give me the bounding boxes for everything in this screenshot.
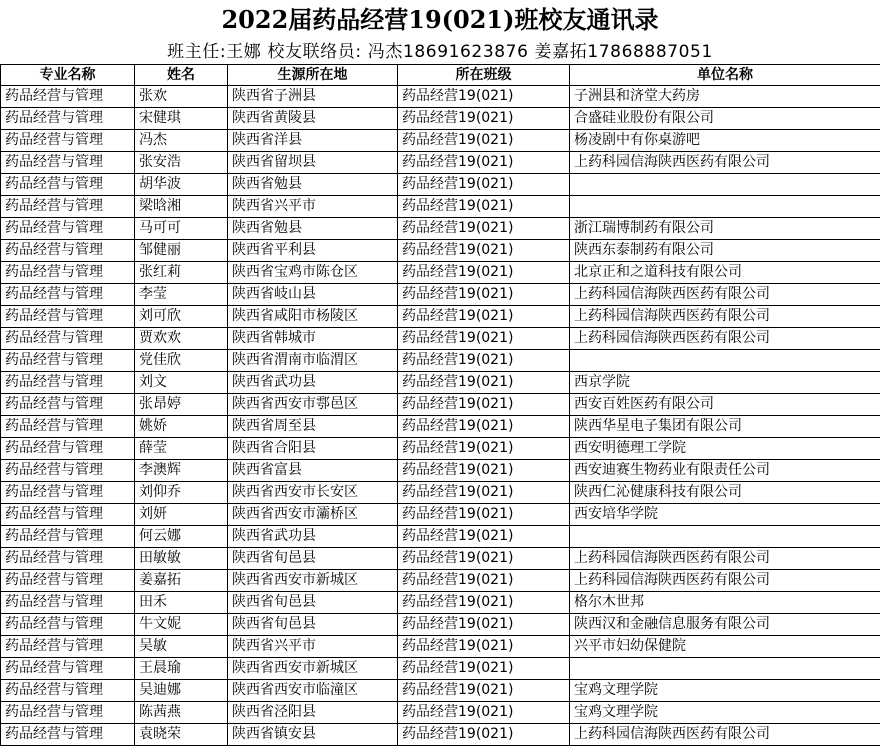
cell-class[interactable]: 药品经营19(021) [398, 724, 570, 746]
cell-class[interactable]: 药品经营19(021) [398, 460, 570, 482]
cell-name[interactable]: 宋健琪 [135, 108, 228, 130]
column-header-origin[interactable]: 生源所在地 [228, 65, 398, 86]
table-row [1, 614, 880, 636]
cell-name[interactable]: 李澳辉 [135, 460, 228, 482]
cell-major[interactable]: 药品经营与管理 [1, 240, 135, 262]
cell-class[interactable]: 药品经营19(021) [398, 702, 570, 724]
cell-origin[interactable]: 陕西省旬邑县 [228, 614, 398, 636]
cell-class[interactable]: 药品经营19(021) [398, 86, 570, 108]
cell-name[interactable]: 张欢 [135, 86, 228, 108]
cell-major[interactable]: 药品经营与管理 [1, 152, 135, 174]
page-title: 2022届药品经营19(021)班校友通讯录 [221, 5, 659, 34]
cell-origin[interactable]: 陕西省武功县 [228, 526, 398, 548]
cell-class[interactable]: 药品经营19(021) [398, 328, 570, 350]
cell-origin[interactable]: 陕西省周至县 [228, 416, 398, 438]
cell-origin[interactable]: 陕西省富县 [228, 460, 398, 482]
table-row [1, 702, 880, 724]
cell-major[interactable]: 药品经营与管理 [1, 504, 135, 526]
cell-major[interactable]: 药品经营与管理 [1, 328, 135, 350]
cell-class[interactable]: 药品经营19(021) [398, 306, 570, 328]
cell-origin[interactable]: 陕西省西安市临潼区 [228, 680, 398, 702]
cell-class[interactable]: 药品经营19(021) [398, 196, 570, 218]
cell-class[interactable]: 药品经营19(021) [398, 482, 570, 504]
table-row [1, 570, 880, 592]
cell-name[interactable]: 薛莹 [135, 438, 228, 460]
cell-employer[interactable]: 上药科园信海陕西医药有限公司 [570, 152, 880, 174]
table-row [1, 86, 880, 108]
cell-name[interactable]: 刘文 [135, 372, 228, 394]
cell-name[interactable]: 姜嘉拓 [135, 570, 228, 592]
table-row [1, 350, 880, 372]
cell-class[interactable]: 药品经营19(021) [398, 548, 570, 570]
cell-origin[interactable]: 陕西省西安市新城区 [228, 658, 398, 680]
cell-employer[interactable]: 陕西东泰制药有限公司 [570, 240, 880, 262]
table-row [1, 504, 880, 526]
cell-major[interactable]: 药品经营与管理 [1, 548, 135, 570]
column-header-major[interactable]: 专业名称 [1, 65, 135, 86]
cell-employer[interactable] [570, 174, 880, 196]
table-row [1, 438, 880, 460]
cell-employer[interactable]: 上药科园信海陕西医药有限公司 [570, 306, 880, 328]
cell-employer[interactable]: 格尔木世邦 [570, 592, 880, 614]
cell-class[interactable]: 药品经营19(021) [398, 658, 570, 680]
cell-employer[interactable]: 浙江瑞博制药有限公司 [570, 218, 880, 240]
cell-employer[interactable]: 陕西仁沁健康科技有限公司 [570, 482, 880, 504]
cell-major[interactable]: 药品经营与管理 [1, 592, 135, 614]
cell-name[interactable]: 刘妍 [135, 504, 228, 526]
cell-origin[interactable]: 陕西省西安市鄠邑区 [228, 394, 398, 416]
cell-class[interactable]: 药品经营19(021) [398, 174, 570, 196]
table-row [1, 174, 880, 196]
table-row [1, 416, 880, 438]
table-row [1, 196, 880, 218]
table-row [1, 284, 880, 306]
cell-employer[interactable]: 陕西汉和金融信息服务有限公司 [570, 614, 880, 636]
cell-name[interactable]: 党佳欣 [135, 350, 228, 372]
cell-employer[interactable] [570, 196, 880, 218]
cell-major[interactable]: 药品经营与管理 [1, 482, 135, 504]
cell-employer[interactable]: 上药科园信海陕西医药有限公司 [570, 724, 880, 746]
cell-class[interactable]: 药品经营19(021) [398, 152, 570, 174]
cell-major[interactable]: 药品经营与管理 [1, 570, 135, 592]
cell-name[interactable]: 张昂婷 [135, 394, 228, 416]
cell-name[interactable]: 田敏敏 [135, 548, 228, 570]
cell-class[interactable]: 药品经营19(021) [398, 350, 570, 372]
alumni-table [0, 64, 880, 746]
cell-major[interactable]: 药品经营与管理 [1, 438, 135, 460]
cell-name[interactable]: 何云娜 [135, 526, 228, 548]
cell-major[interactable]: 药品经营与管理 [1, 372, 135, 394]
cell-origin[interactable]: 陕西省宝鸡市陈仓区 [228, 262, 398, 284]
cell-major[interactable]: 药品经营与管理 [1, 174, 135, 196]
cell-origin[interactable]: 陕西省韩城市 [228, 328, 398, 350]
cell-major[interactable]: 药品经营与管理 [1, 460, 135, 482]
column-header-class[interactable]: 所在班级 [398, 65, 570, 86]
cell-employer[interactable]: 合盛硅业股份有限公司 [570, 108, 880, 130]
cell-major[interactable]: 药品经营与管理 [1, 680, 135, 702]
cell-origin[interactable]: 陕西省勉县 [228, 174, 398, 196]
cell-class[interactable]: 药品经营19(021) [398, 108, 570, 130]
cell-class[interactable]: 药品经营19(021) [398, 526, 570, 548]
cell-name[interactable]: 贾欢欢 [135, 328, 228, 350]
cell-employer[interactable]: 上药科园信海陕西医药有限公司 [570, 328, 880, 350]
cell-origin[interactable]: 陕西省旬邑县 [228, 592, 398, 614]
table-row [1, 724, 880, 746]
cell-name[interactable]: 马可可 [135, 218, 228, 240]
column-header-employer[interactable]: 单位名称 [570, 65, 880, 86]
cell-major[interactable]: 药品经营与管理 [1, 108, 135, 130]
cell-name[interactable]: 吴迪娜 [135, 680, 228, 702]
cell-origin[interactable]: 陕西省泾阳县 [228, 702, 398, 724]
cell-employer[interactable]: 杨凌剧中有你桌游吧 [570, 130, 880, 152]
cell-class[interactable]: 药品经营19(021) [398, 680, 570, 702]
cell-employer[interactable]: 宝鸡文理学院 [570, 702, 880, 724]
table-row [1, 680, 880, 702]
table-row [1, 240, 880, 262]
cell-class[interactable]: 药品经营19(021) [398, 130, 570, 152]
cell-origin[interactable]: 陕西省平利县 [228, 240, 398, 262]
cell-origin[interactable]: 陕西省渭南市临渭区 [228, 350, 398, 372]
cell-name[interactable]: 胡华波 [135, 174, 228, 196]
cell-major[interactable]: 药品经营与管理 [1, 702, 135, 724]
cell-origin[interactable]: 陕西省镇安县 [228, 724, 398, 746]
table-body [1, 86, 880, 746]
cell-major[interactable]: 药品经营与管理 [1, 262, 135, 284]
table-row [1, 482, 880, 504]
cell-origin[interactable]: 陕西省勉县 [228, 218, 398, 240]
table-row [1, 262, 880, 284]
table-row [1, 526, 880, 548]
cell-class[interactable]: 药品经营19(021) [398, 592, 570, 614]
cell-employer[interactable]: 宝鸡文理学院 [570, 680, 880, 702]
cell-class[interactable]: 药品经营19(021) [398, 240, 570, 262]
cell-name[interactable]: 吴敏 [135, 636, 228, 658]
contact-subtitle: 班主任:王娜 校友联络员: 冯杰18691623876 姜嘉拓17868887051 [167, 42, 713, 62]
cell-class[interactable]: 药品经营19(021) [398, 570, 570, 592]
cell-employer[interactable] [570, 658, 880, 680]
cell-name[interactable]: 邹健丽 [135, 240, 228, 262]
table-row [1, 636, 880, 658]
cell-employer[interactable]: 西京学院 [570, 372, 880, 394]
cell-employer[interactable]: 上药科园信海陕西医药有限公司 [570, 284, 880, 306]
cell-name[interactable]: 牛文妮 [135, 614, 228, 636]
cell-major[interactable]: 药品经营与管理 [1, 306, 135, 328]
table-row [1, 658, 880, 680]
cell-name[interactable]: 袁晓荣 [135, 724, 228, 746]
cell-class[interactable]: 药品经营19(021) [398, 438, 570, 460]
cell-major[interactable]: 药品经营与管理 [1, 86, 135, 108]
cell-name[interactable]: 张红莉 [135, 262, 228, 284]
cell-major[interactable]: 药品经营与管理 [1, 130, 135, 152]
table-row [1, 306, 880, 328]
cell-class[interactable]: 药品经营19(021) [398, 416, 570, 438]
cell-employer[interactable]: 兴平市妇幼保健院 [570, 636, 880, 658]
table-row [1, 108, 880, 130]
cell-origin[interactable]: 陕西省旬邑县 [228, 548, 398, 570]
cell-name[interactable]: 王晨瑜 [135, 658, 228, 680]
cell-name[interactable]: 姚娇 [135, 416, 228, 438]
cell-employer[interactable]: 西安百姓医药有限公司 [570, 394, 880, 416]
cell-major[interactable]: 药品经营与管理 [1, 636, 135, 658]
cell-name[interactable]: 田禾 [135, 592, 228, 614]
table-row [1, 218, 880, 240]
cell-origin[interactable]: 陕西省西安市灞桥区 [228, 504, 398, 526]
cell-origin[interactable]: 陕西省咸阳市杨陵区 [228, 306, 398, 328]
cell-employer[interactable]: 西安培华学院 [570, 504, 880, 526]
cell-name[interactable]: 刘仰乔 [135, 482, 228, 504]
cell-origin[interactable]: 陕西省留坝县 [228, 152, 398, 174]
cell-class[interactable]: 药品经营19(021) [398, 218, 570, 240]
cell-employer[interactable] [570, 526, 880, 548]
cell-origin[interactable]: 陕西省黄陵县 [228, 108, 398, 130]
cell-major[interactable]: 药品经营与管理 [1, 196, 135, 218]
cell-name[interactable]: 冯杰 [135, 130, 228, 152]
cell-origin[interactable]: 陕西省西安市长安区 [228, 482, 398, 504]
cell-origin[interactable]: 陕西省兴平市 [228, 196, 398, 218]
cell-name[interactable]: 梁晗湘 [135, 196, 228, 218]
cell-major[interactable]: 药品经营与管理 [1, 614, 135, 636]
cell-name[interactable]: 李莹 [135, 284, 228, 306]
cell-origin[interactable]: 陕西省西安市新城区 [228, 570, 398, 592]
cell-origin[interactable]: 陕西省子洲县 [228, 86, 398, 108]
table-row [1, 130, 880, 152]
table-row [1, 592, 880, 614]
cell-class[interactable]: 药品经营19(021) [398, 372, 570, 394]
cell-major[interactable]: 药品经营与管理 [1, 350, 135, 372]
cell-employer[interactable]: 陕西华星电子集团有限公司 [570, 416, 880, 438]
cell-employer[interactable]: 子洲县和济堂大药房 [570, 86, 880, 108]
table-row [1, 372, 880, 394]
cell-employer[interactable]: 上药科园信海陕西医药有限公司 [570, 570, 880, 592]
cell-major[interactable]: 药品经营与管理 [1, 394, 135, 416]
cell-origin[interactable]: 陕西省岐山县 [228, 284, 398, 306]
cell-employer[interactable]: 西安明德理工学院 [570, 438, 880, 460]
cell-class[interactable]: 药品经营19(021) [398, 284, 570, 306]
cell-name[interactable]: 刘可欣 [135, 306, 228, 328]
cell-class[interactable]: 药品经营19(021) [398, 614, 570, 636]
cell-employer[interactable]: 西安迪赛生物药业有限责任公司 [570, 460, 880, 482]
cell-class[interactable]: 药品经营19(021) [398, 394, 570, 416]
table-row [1, 394, 880, 416]
table-row [1, 460, 880, 482]
cell-major[interactable]: 药品经营与管理 [1, 416, 135, 438]
cell-class[interactable]: 药品经营19(021) [398, 636, 570, 658]
table-row [1, 548, 880, 570]
cell-class[interactable]: 药品经营19(021) [398, 504, 570, 526]
cell-class[interactable]: 药品经营19(021) [398, 262, 570, 284]
cell-name[interactable]: 张安浩 [135, 152, 228, 174]
table-row [1, 328, 880, 350]
cell-origin[interactable]: 陕西省武功县 [228, 372, 398, 394]
cell-major[interactable]: 药品经营与管理 [1, 284, 135, 306]
cell-origin[interactable]: 陕西省合阳县 [228, 438, 398, 460]
cell-employer[interactable] [570, 350, 880, 372]
cell-name[interactable]: 陈茜燕 [135, 702, 228, 724]
cell-major[interactable]: 药品经营与管理 [1, 526, 135, 548]
cell-origin[interactable]: 陕西省洋县 [228, 130, 398, 152]
cell-major[interactable]: 药品经营与管理 [1, 218, 135, 240]
table-row [1, 152, 880, 174]
cell-origin[interactable]: 陕西省兴平市 [228, 636, 398, 658]
column-header-name[interactable]: 姓名 [135, 65, 228, 86]
cell-employer[interactable]: 上药科园信海陕西医药有限公司 [570, 548, 880, 570]
header-row [1, 65, 880, 86]
cell-major[interactable]: 药品经营与管理 [1, 724, 135, 746]
cell-major[interactable]: 药品经营与管理 [1, 658, 135, 680]
cell-employer[interactable]: 北京正和之道科技有限公司 [570, 262, 880, 284]
